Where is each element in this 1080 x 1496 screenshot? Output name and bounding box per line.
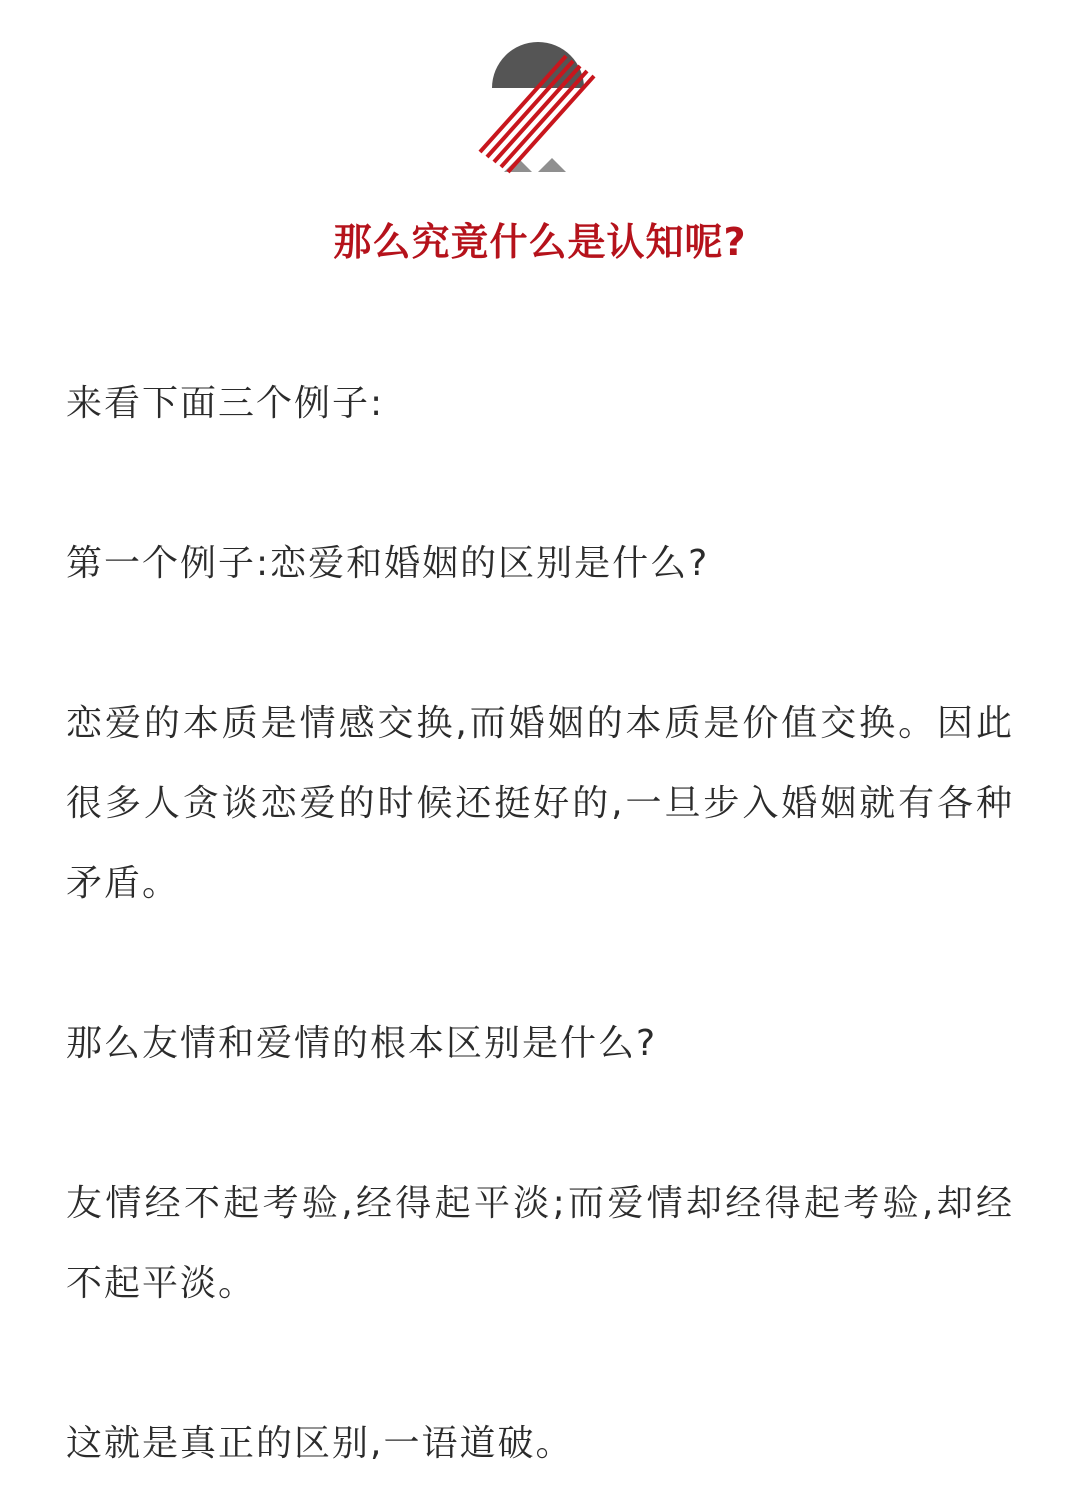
gray-triangle-right	[538, 158, 566, 172]
intro-paragraph: 来看下面三个例子:	[66, 383, 385, 424]
example-two-question: 那么友情和爱情的根本区别是什么?	[66, 1023, 658, 1064]
example-one-question: 第一个例子:恋爱和婚姻的区别是什么?	[66, 543, 710, 584]
section-number-2-graphic	[470, 34, 610, 180]
section-number-2-icon	[470, 34, 610, 180]
article-body	[66, 364, 1014, 1484]
example-two-answer: 友情经不起考验,经得起平淡;而爱情却经得起考验,却经不起平淡。	[66, 1183, 1014, 1304]
section-heading: 那么究竟什么是认知呢?	[333, 220, 747, 264]
conclusion-paragraph: 这就是真正的区别,一语道破。	[66, 1423, 574, 1464]
example-one-answer: 恋爱的本质是情感交换,而婚姻的本质是价值交换。因此很多人贪谈恋爱的时候还挺好的,一旦步入婚姻就有各种矛盾。	[66, 703, 1014, 904]
